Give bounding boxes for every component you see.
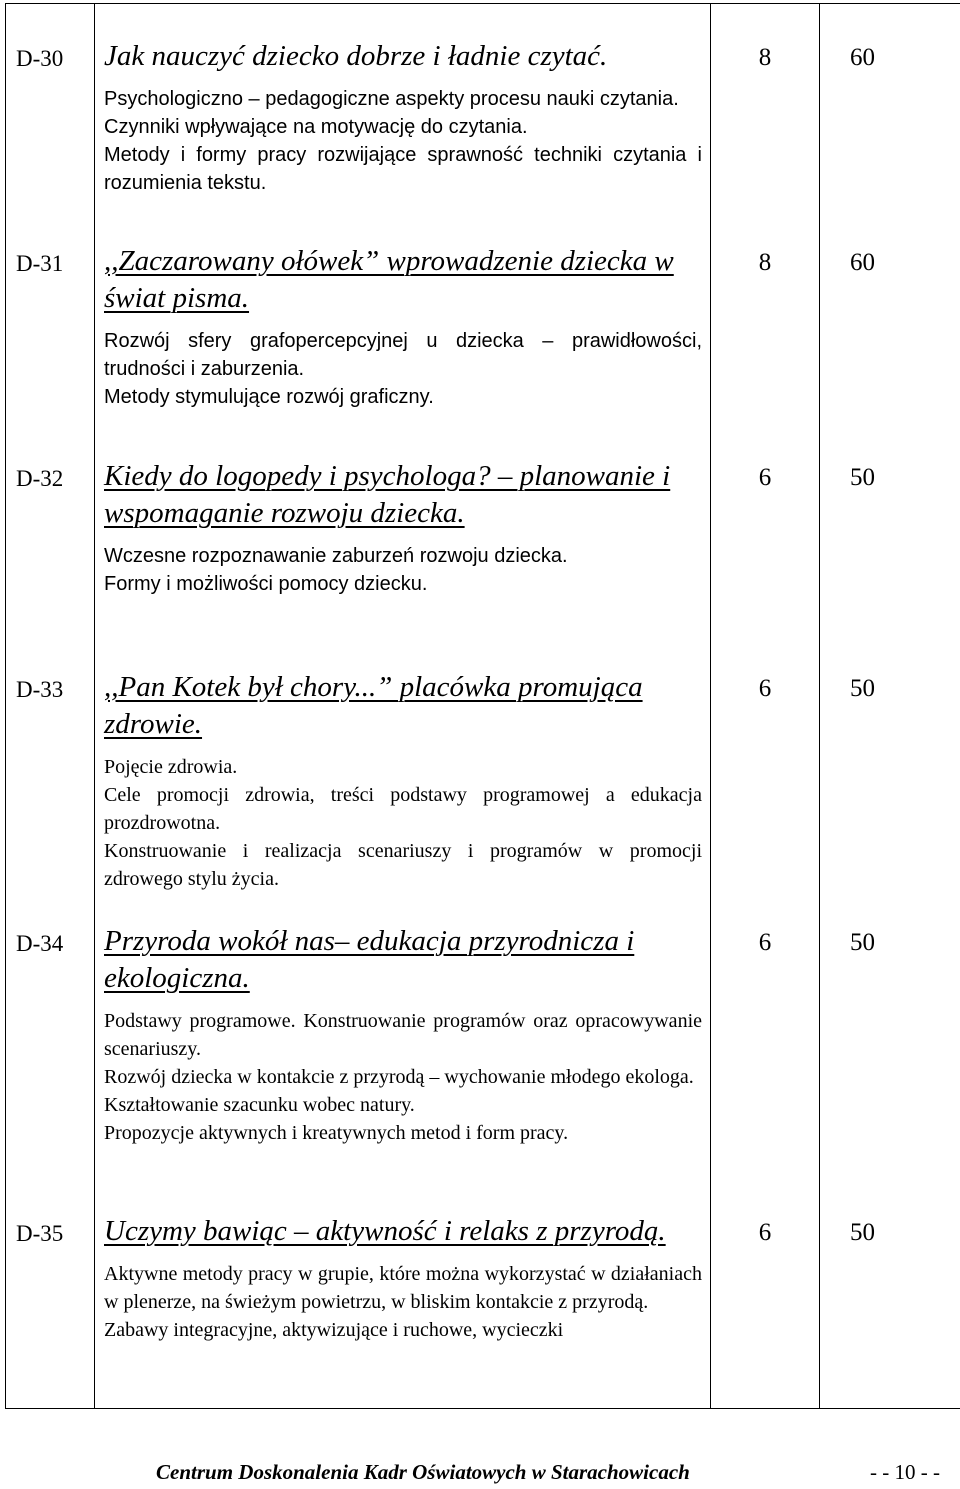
description-line: Czynniki wpływające na motywację do czytania. [104, 116, 528, 138]
footer-institution: Centrum Doskonalenia Kadr Oświatowych w Starachowicach [156, 1460, 690, 1484]
course-row [6, 647, 960, 899]
description-line: Podstawy programowe. Konstruowanie programów oraz opracowywanie scenariuszy. [104, 1009, 702, 1060]
course-description [104, 1007, 702, 1147]
course-points: 60 [820, 217, 960, 432]
description-line: Rozwój dziecka w kontakcie z przyrodą – wychowanie młodego ekologa. [104, 1065, 694, 1088]
description-line: Konstruowanie i realizacja scenariuszy i programów w promocji zdrowego stylu życia. [104, 839, 702, 890]
course-title: Jak nauczyć dziecko dobrze i ładnie czytać. [104, 40, 608, 72]
course-row [6, 1189, 960, 1409]
course-row [6, 432, 960, 647]
course-hours: 6 [711, 1189, 820, 1409]
description-line: Pojęcie zdrowia. [104, 755, 238, 778]
course-row [6, 4, 960, 217]
course-hours: 8 [711, 217, 820, 432]
description-line: Formy i możliwości pomocy dziecku. [104, 572, 428, 595]
description-line: Metody i formy pracy rozwijające sprawność techniki czytania i rozumienia tekstu. [104, 144, 702, 194]
description-line: Wczesne rozpoznawanie zaburzeń rozwoju dziecka. [104, 544, 568, 567]
course-row [6, 217, 960, 432]
course-points: 50 [820, 1189, 960, 1409]
course-code: D-32 [6, 432, 95, 647]
course-description [104, 542, 702, 598]
description-line: Metody stymulujące rozwój graficzny. [104, 385, 434, 408]
course-code: D-33 [6, 647, 95, 899]
description-line: Psychologiczno – pedagogiczne aspekty procesu nauki czytania. [104, 88, 679, 110]
course-points: 60 [820, 4, 960, 217]
course-points: 50 [820, 899, 960, 1189]
course-description [104, 85, 702, 197]
description-line: Rozwój sfery grafopercepcyjnej u dziecka – prawidłowości, trudności i zaburzenia. [104, 329, 702, 380]
course-content [95, 432, 711, 647]
description-line: Cele promocji zdrowia, treści podstawy programowej a edukacja prozdrowotna. [104, 783, 702, 834]
course-code: D-31 [6, 217, 95, 432]
course-title: Przyroda wokół nas– edukacja przyrodnicza i ekologiczna. [104, 924, 635, 994]
page-number: - - 10 - - [870, 1460, 940, 1484]
description-line: Propozycje aktywnych i kreatywnych metod i form pracy. [104, 1121, 569, 1144]
course-table [5, 3, 960, 1409]
course-description [104, 1260, 702, 1344]
course-points: 50 [820, 647, 960, 899]
course-code: D-30 [6, 4, 95, 217]
course-hours: 6 [711, 899, 820, 1189]
course-description [104, 327, 702, 411]
course-content [95, 217, 711, 432]
description-line: Kształtowanie szacunku wobec natury. [104, 1093, 415, 1116]
course-points: 50 [820, 432, 960, 647]
course-hours: 6 [711, 432, 820, 647]
course-code: D-35 [6, 1189, 95, 1409]
course-content [95, 4, 711, 217]
course-hours: 6 [711, 647, 820, 899]
course-row [6, 899, 960, 1189]
description-line: Aktywne metody pracy w grupie, które można wykorzystać w działaniach w plenerze, na świeżym powietrzu, w bliskim kontakcie z przyrodą. [104, 1262, 702, 1313]
course-title: Kiedy do logopedy i psychologa? – planowanie i wspomaganie rozwoju dziecka. [104, 459, 671, 529]
course-content [95, 1189, 711, 1409]
course-content [95, 899, 711, 1189]
course-code: D-34 [6, 899, 95, 1189]
course-title: ,,Pan Kotek był chory...” placówka promująca zdrowie. [104, 670, 643, 740]
course-content [95, 647, 711, 899]
course-description [104, 753, 702, 893]
course-title: ,,Zaczarowany ołówek” wprowadzenie dziecka w świat pisma. [104, 244, 674, 314]
description-line: Zabawy integracyjne, aktywizujące i ruchowe, wycieczki [104, 1318, 564, 1341]
document-page [5, 3, 913, 1409]
course-title: Uczymy bawiąc – aktywność i relaks z przyrodą. [104, 1214, 666, 1247]
course-hours: 8 [711, 4, 820, 217]
